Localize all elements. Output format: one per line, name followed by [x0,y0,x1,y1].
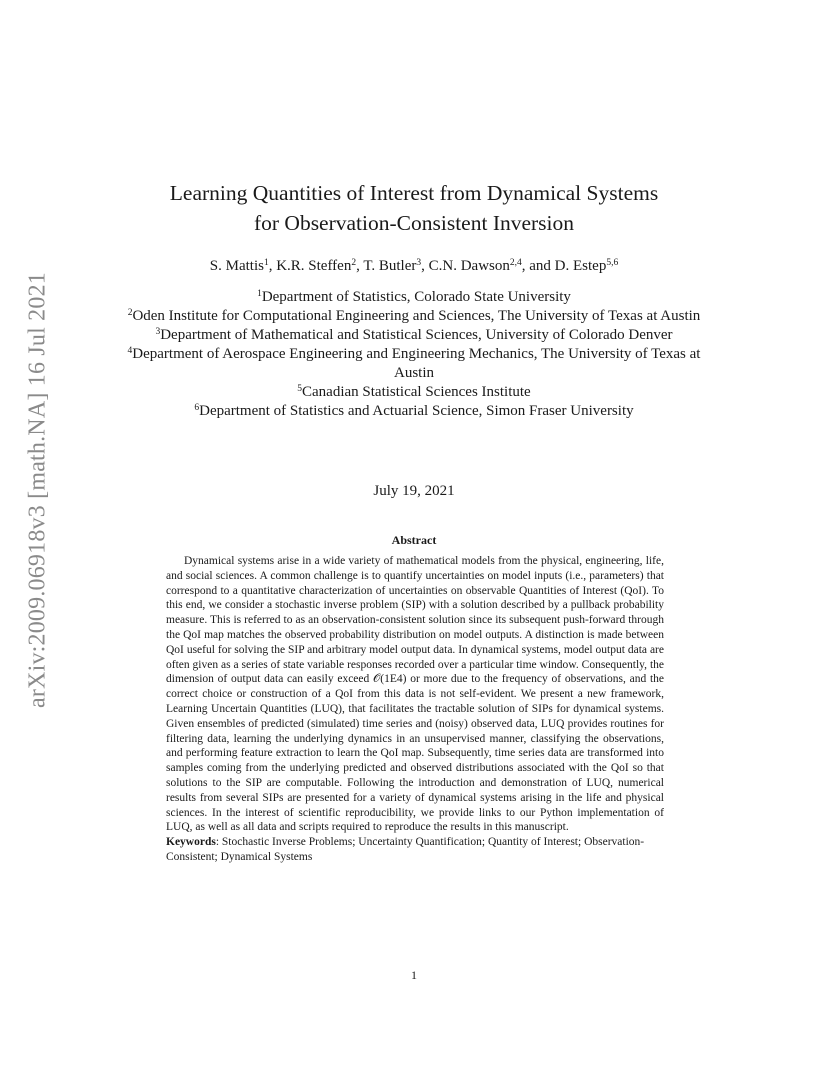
abstract-body: Dynamical systems arise in a wide variety of mathematical models from the physical, engineering, life, and social sciences. A common challenge is to quantify uncertainties on model inputs (i.e., parameters) that correspond to a quantitative characterization of uncertainties on observable Quantities of Interest (QoI). To this end, we consider a stochastic inverse problem (SIP) with a solution described by a pullback probability measure. This is referred to as an observation-consistent solution since its subsequent push-forward through the QoI map matches the observed probability distribution on model outputs. A distinction is made between QoI useful for solving the SIP and arbitrary model output data. In dynamical systems, model output data are often given as a series of state variable responses recorded over a particular time window. Consequently, the dimension of output data can easily exceed 𝒪(1E4) or more due to the frequency of observations, and the correct choice or construction of a QoI from this data is not self-evident. We present a new framework, Learning Uncertain Quantities (LUQ), that facilitates the tractable solution of SIPs for dynamical systems. Given ensembles of predicted (simulated) time series and (noisy) observed data, LUQ provides routines for filtering data, learning the underlying dynamics in an unsupervised manner, classifying the observations, and performing feature extraction to learn the QoI map. Subsequently, time series data are transformed into samples coming from the underlying predicted and observed distributions associated with the QoI so that solutions to the SIP are computable. Following the introduction and demonstration of LUQ, numerical results from several SIPs are presented for a variety of dynamical systems arising in the life and physical sciences. In the interest of scientific reproducibility, we provide links to our Python implementation of LUQ, as well as all data and scripts required to reproduce the results in this manuscript. [166,555,664,834]
affiliation-list [120,288,708,421]
arxiv-identifier-stamp: arXiv:2009.06918v3 [math.NA] 16 Jul 2021 [24,272,51,708]
author: K.R. Steffen$^2$, [276,258,364,274]
abstract-heading: Abstract [391,533,437,547]
affiliation: $^1$Department of Statistics, Colorado State University [257,289,571,305]
keywords [166,835,664,865]
page-number: 1 [411,968,417,982]
paper-title [0,178,828,238]
affiliation: $^6$Department of Statistics and Actuarial Science, Simon Fraser University [194,403,634,419]
author: S. Mattis$^1$, [209,258,277,274]
author: C.N. Dawson$^{2,4}$, and [428,258,555,274]
keywords-text: : Stochastic Inverse Problems; Uncertainty Quantification; Quantity of Interest; Observation-Consistent; Dynamical Systems [166,836,645,863]
keywords-label: Keywords [166,836,216,849]
author: D. Estep$^{5,6}$ [554,258,619,274]
affiliation: $^3$Department of Mathematical and Statistical Sciences, University of Colorado Denver [155,327,673,343]
title-line-1: Learning Quantities of Interest from Dynamical Systems [169,181,659,205]
affiliation: $^2$Oden Institute for Computational Engineering and Sciences, The University of Texas at Austin [127,308,701,324]
author: T. Butler$^3$, [363,258,429,274]
abstract-section [166,554,664,865]
author-list [0,256,828,276]
affiliation: $^5$Canadian Statistical Sciences Institute [297,384,531,400]
title-line-2: for Observation-Consistent Inversion [253,211,575,235]
affiliation: $^4$Department of Aerospace Engineering and Engineering Mechanics, The University of Texas at Austin [127,346,701,381]
publication-date: July 19, 2021 [373,483,455,499]
